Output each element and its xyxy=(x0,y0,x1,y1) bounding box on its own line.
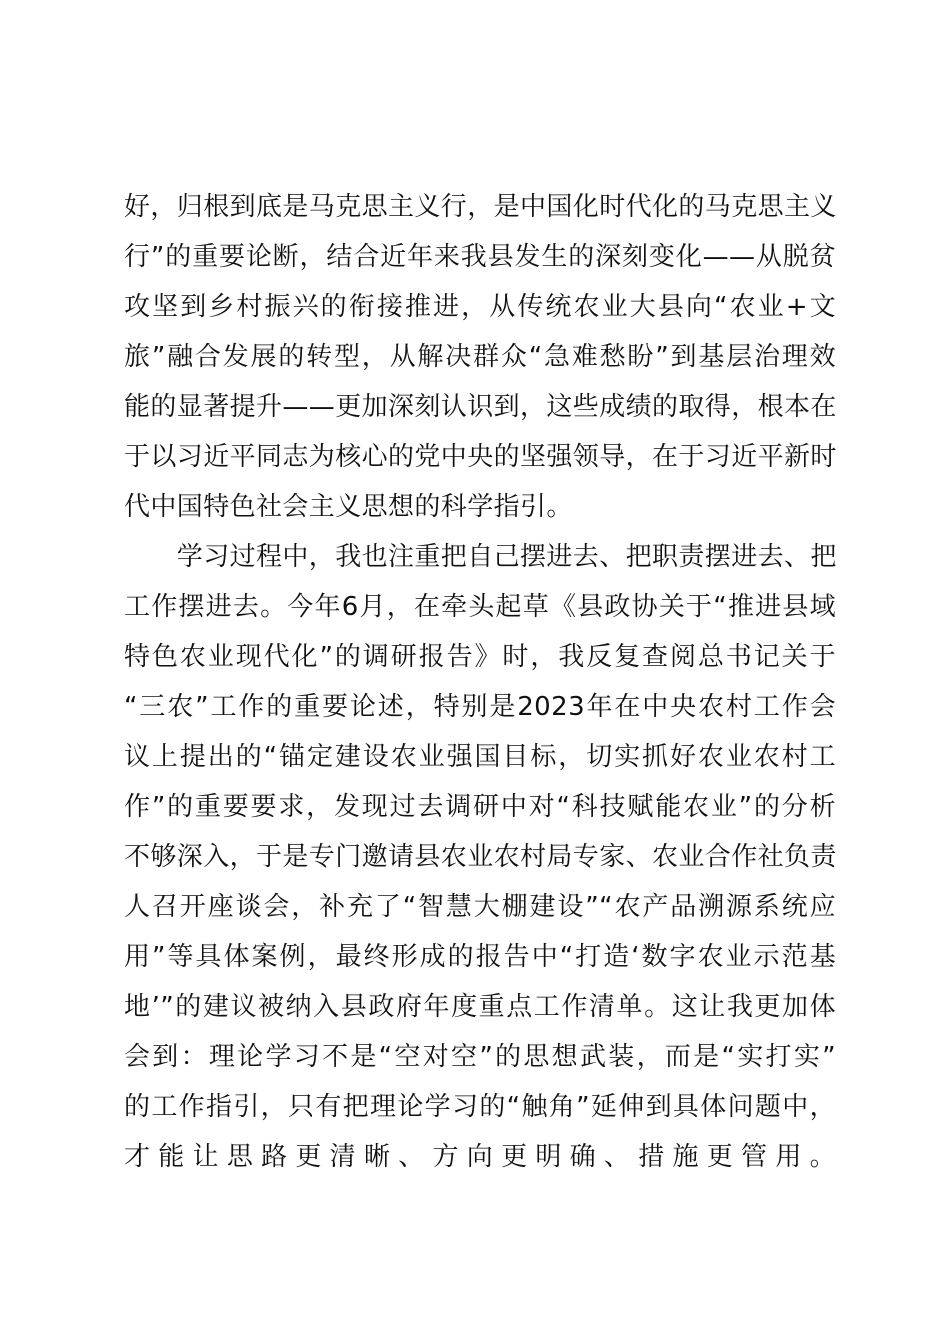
text-line: 会到：理论学习不是“空对空”的思想武装，而是“实打实” xyxy=(124,1042,836,1072)
text-line: 好，归根到底是马克思主义行，是中国化时代化的马克思主义 xyxy=(124,192,837,222)
text-line: 特色农业现代化”的调研报告》时，我反复查阅总书记关于 xyxy=(124,642,836,672)
text-line: 不够深入，于是专门邀请县农业农村局专家、农业合作社负责 xyxy=(124,842,837,872)
paragraph-1 xyxy=(124,182,836,532)
document-body xyxy=(124,182,836,1232)
text-line: 能的显著提升——更加深刻认识到，这些成绩的取得，根本在 xyxy=(124,392,837,422)
text-line xyxy=(124,1182,836,1232)
text-line: 于以习近平同志为核心的党中央的坚强领导，在于习近平新时 xyxy=(124,442,837,472)
text-line: 用”等具体案例，最终形成的报告中“打造‘数字农业示范基 xyxy=(124,942,836,972)
text-line: 地’”的建议被纳入县政府年度重点工作清单。这让我更加体 xyxy=(124,992,836,1022)
text-line: 行”的重要论断，结合近年来我县发生的深刻变化——从脱贫 xyxy=(124,242,836,272)
text-line: 旅”融合发展的转型，从解决群众“急难愁盼”到基层治理效 xyxy=(124,342,836,372)
text-line: 的工作指引，只有把理论学习的“触角”延伸到具体问题中， xyxy=(124,1092,836,1122)
text-line: 作”的重要要求，发现过去调研中对“科技赋能农业”的分析 xyxy=(124,792,836,822)
text-line: 学习过程中，我也注重把自己摆进去、把职责摆进去、把 xyxy=(124,542,837,572)
paragraph-2 xyxy=(124,532,836,1232)
text-line: 代中国特色社会主义思想的科学指引。 xyxy=(124,492,573,522)
text-line: 人召开座谈会，补充了“智慧大棚建设”“农产品溯源系统应 xyxy=(124,892,836,922)
text-line: 议上提出的“锚定建设农业强国目标，切实抓好农业农村工 xyxy=(124,742,836,772)
text-line: 攻坚到乡村振兴的衔接推进，从传统农业大县向“农业+文 xyxy=(124,292,836,322)
text-line: “三农”工作的重要论述，特别是2023年在中央农村工作会 xyxy=(124,692,836,722)
text-line: 工作摆进去。今年6月，在牵头起草《县政协关于“推进县域 xyxy=(124,592,836,622)
text-line: 才能让思路更清晰、方向更明确、措施更管用。 xyxy=(124,1142,836,1172)
